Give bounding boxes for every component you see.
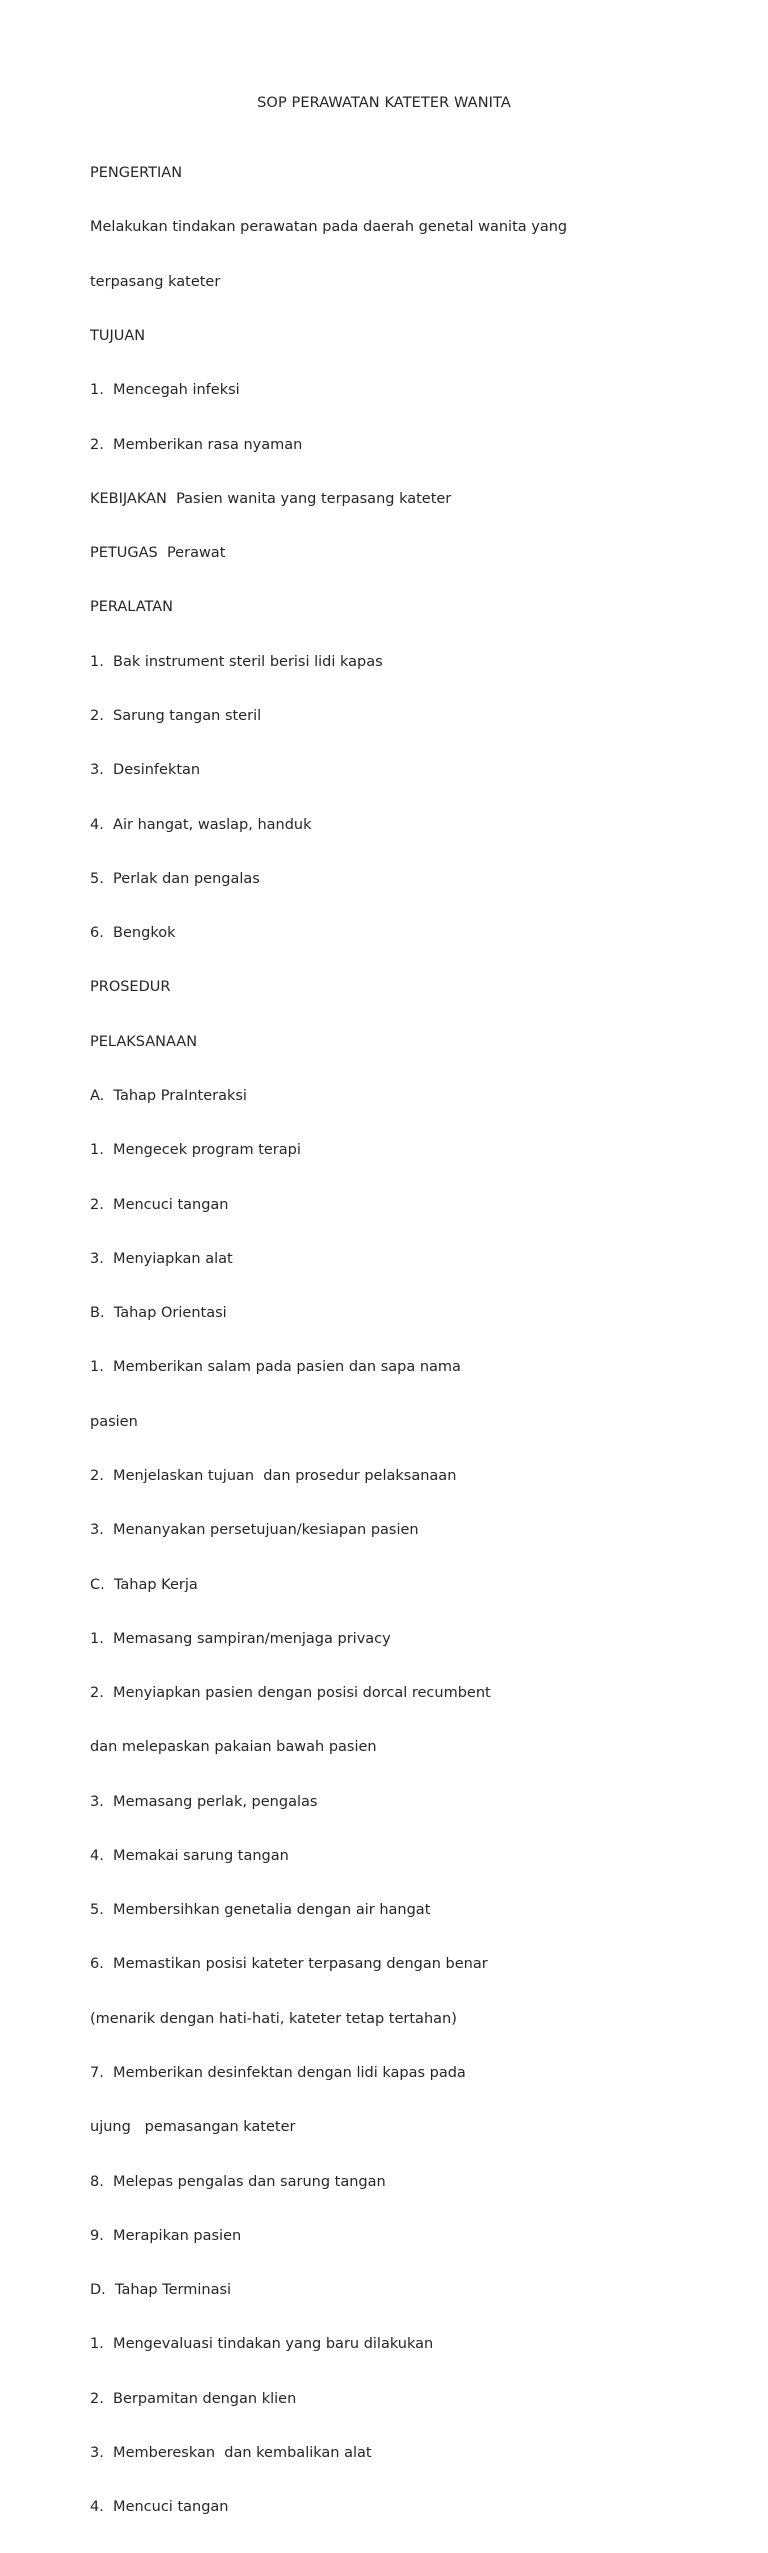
- section-petugas: PETUGAS Perawat: [90, 545, 226, 562]
- list-item: 8. Melepas pengalas dan sarung tangan: [90, 2173, 386, 2190]
- section-heading-peralatan: PERALATAN: [90, 599, 174, 616]
- text-line: Melakukan tindakan perawatan pada daerah genetal wanita yang: [90, 219, 568, 236]
- list-item: 7. Memberikan desinfektan dengan lidi kapas pada: [90, 2065, 466, 2082]
- list-item: 2. Berpamitan dengan klien: [90, 2390, 297, 2407]
- subsection-heading: C. Tahap Kerja: [90, 1576, 198, 1593]
- list-item-continuation: dan melepaskan pakaian bawah pasien: [90, 1739, 377, 1756]
- document-body: [90, 128, 710, 2553]
- list-item: 4. Memakai sarung tangan: [90, 1847, 289, 1864]
- list-item: 6. Bengkok: [90, 925, 176, 942]
- list-item: 1. Bak instrument steril berisi lidi kapas: [90, 653, 383, 670]
- section-heading-prosedur: PROSEDUR: [90, 979, 171, 996]
- section-heading-tujuan: TUJUAN: [90, 328, 146, 345]
- list-item: 3. Memasang perlak, pengalas: [90, 1793, 318, 1810]
- list-item: 2. Menyiapkan pasien dengan posisi dorcal recumbent: [90, 1685, 491, 1702]
- list-item: 3. Desinfektan: [90, 762, 201, 779]
- text-line: terpasang kateter: [90, 273, 221, 290]
- list-item: 2. Memberikan rasa nyaman: [90, 436, 303, 453]
- list-item: 3. Menanyakan persetujuan/kesiapan pasien: [90, 1522, 419, 1539]
- list-item: 4. Air hangat, waslap, handuk: [90, 816, 312, 833]
- subsection-heading: D. Tahap Terminasi: [90, 2282, 232, 2299]
- subsection-heading: A. Tahap PraInteraksi: [90, 1087, 247, 1104]
- section-heading-pelaksanaan: PELAKSANAAN: [90, 1033, 198, 1050]
- subsection-heading: B. Tahap Orientasi: [90, 1305, 227, 1322]
- document-title: SOP PERAWATAN KATETER WANITA: [257, 95, 511, 111]
- list-item: 2. Sarung tangan steril: [90, 708, 262, 724]
- section-heading-pengertian: PENGERTIAN: [90, 165, 183, 182]
- list-item: 2. Menjelaskan tujuan dan prosedur pelaksanaan: [90, 1467, 457, 1484]
- list-item: 1. Mengevaluasi tindakan yang baru dilakukan: [90, 2336, 434, 2353]
- list-item-continuation: pasien: [90, 1413, 138, 1430]
- list-item: 3. Menyiapkan alat: [90, 1250, 233, 1267]
- list-item: 1. Mengecek program terapi: [90, 1142, 301, 1159]
- list-item: 3. Membereskan dan kembalikan alat: [90, 2445, 372, 2461]
- list-item: 1. Mencegah infeksi: [90, 382, 240, 399]
- list-item: 6. Memastikan posisi kateter terpasang dengan benar: [90, 1956, 488, 1973]
- list-item: 9. Merapikan pasien: [90, 2227, 242, 2244]
- section-kebijakan: KEBIJAKAN Pasien wanita yang terpasang kateter: [90, 490, 452, 507]
- list-item: 1. Memberikan salam pada pasien dan sapa nama: [90, 1359, 461, 1376]
- list-item: 5. Membersihkan genetalia dengan air hangat: [90, 1902, 431, 1919]
- list-item: 2. Mencuci tangan: [90, 1196, 229, 1213]
- list-item: 5. Perlak dan pengalas: [90, 870, 260, 887]
- list-item: 4. Mencuci tangan: [90, 2499, 229, 2516]
- list-item-continuation: ujung pemasangan kateter: [90, 2119, 296, 2136]
- list-item: 1. Memasang sampiran/menjaga privacy: [90, 1630, 391, 1647]
- list-item-continuation: (menarik dengan hati-hati, kateter tetap tertahan): [90, 2010, 457, 2027]
